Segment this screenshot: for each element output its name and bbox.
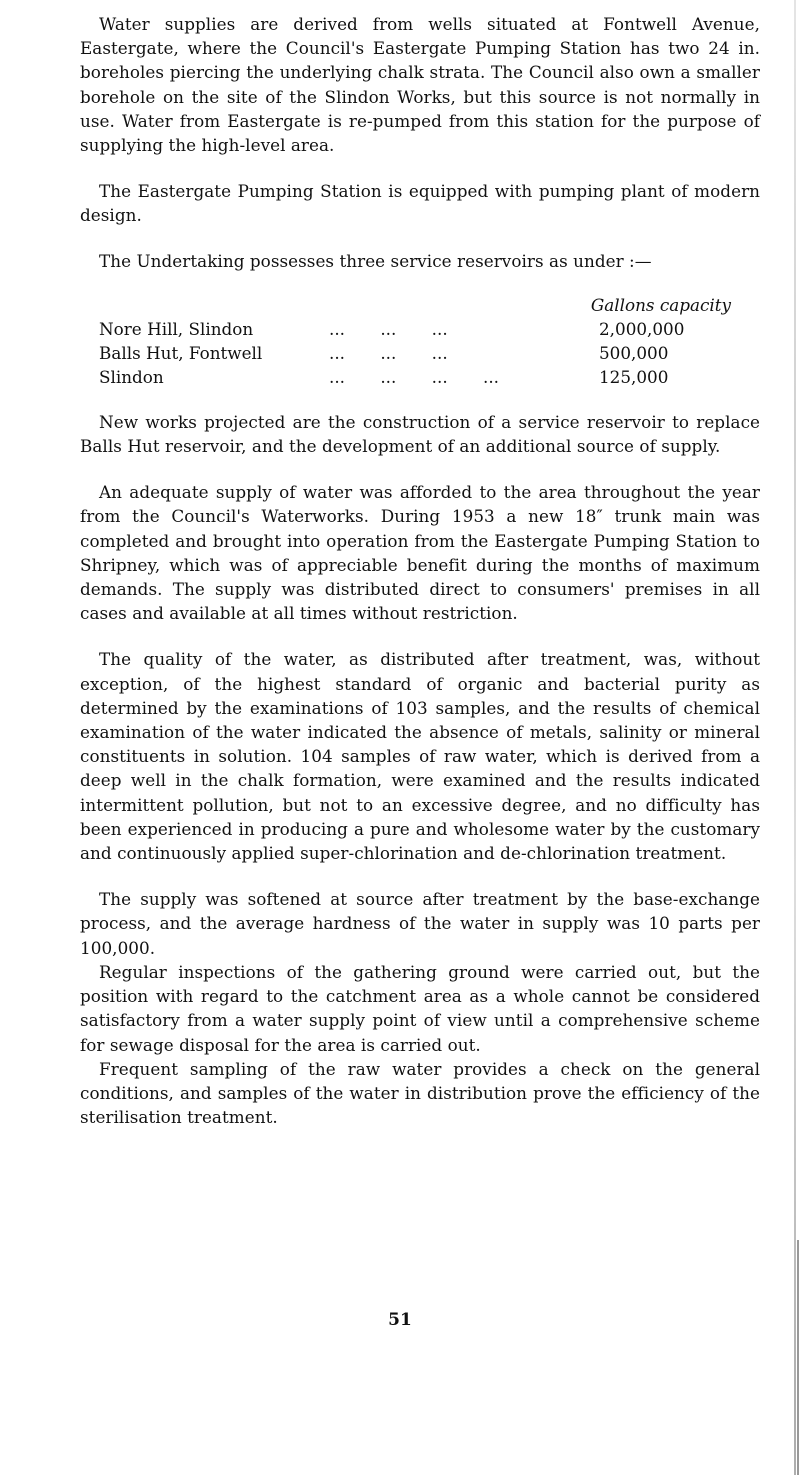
reservoir-capacity: 500,000 [599,342,669,363]
reservoir-name: Nore Hill, Slindon [99,318,254,339]
reservoir-capacity: 2,000,000 [599,318,685,339]
reservoir-name: Balls Hut, Fontwell [99,342,263,363]
reservoir-table-header: Gallons capacity [590,294,731,315]
paragraph-water-sources: Water supplies are derived from wells situated at Fontwell Avenue, Eastergate, where the Council's Eastergate Pumping Station has two 24 in. boreholes piercing the underlying chalk strata. The Council also own a smaller borehole on the site of the Slindon Works, but this source is not normally in use. Water from Eastergate is re-pumped from this station for the purpose of supplying the high-level area. [80,14,760,156]
paragraph-pumping-plant: The Eastergate Pumping Station is equipped with pumping plant of modern design. [80,181,760,226]
paragraph-water-quality: The quality of the water, as distributed after treatment, was, without exception, of the highest standard of organic and bacterial purity as determined by the examinations of 103 samples, and the results of chemical examination of the water indicated the absence of metals, salinity or mineral constituents in solution. 104 samples of raw water, which is derived from a deep well in the chalk formation, were examined and the results indicated intermittent pollution, but not to an excessive degree, and no difficulty has been experienced in producing a pure and wholesome water by the customary and continuously applied super-chlorination and de-chlorination treatment. [80,649,760,864]
page-edge-shadow [794,0,796,1475]
page-edge-binding [797,1240,799,1475]
reservoir-row [99,341,739,365]
leader-dots: ... ... ... ... [329,366,500,387]
reservoir-table [99,293,739,389]
paragraph-reservoirs-intro: The Undertaking possesses three service reservoirs as under :— [99,250,652,271]
page-number: 51 [388,1310,412,1330]
reservoir-row [99,317,739,341]
paragraph-softening: The supply was softened at source after treatment by the base-exchange process, and the average hardness of the water in supply was 10 parts per 100,000. [80,889,760,958]
paragraph-adequate-supply: An adequate supply of water was afforded to the area throughout the year from the Council's Waterworks. During 1953 a new 18″ trunk main was completed and brought into operation from the Eastergate Pumping Station to Shripney, which was of appreciable benefit during the months of maximum demands. The supply was distributed direct to consumers' premises in all cases and available at all times without restriction. [80,482,760,624]
reservoir-row [99,365,739,389]
paragraph-inspections: Regular inspections of the gathering ground were carried out, but the position with regard to the catchment area as a whole cannot be considered satisfactory from a water supply point of view until a comprehensive scheme for sewage disposal for the area is carried out. [80,961,760,1055]
leader-dots: ... ... ... [329,342,448,363]
paragraph-new-works: New works projected are the construction of a service reservoir to replace Balls Hut reservoir, and the development of an additional source of supply. [80,411,760,457]
reservoir-name: Slindon [99,366,164,387]
reservoir-capacity: 125,000 [599,366,669,387]
leader-dots: ... ... ... [329,318,448,339]
paragraph-sampling: Frequent sampling of the raw water provides a check on the general conditions, and samples of the water in distribution prove the efficiency of the sterilisation treatment. [80,1058,760,1128]
document-body [80,12,760,1129]
